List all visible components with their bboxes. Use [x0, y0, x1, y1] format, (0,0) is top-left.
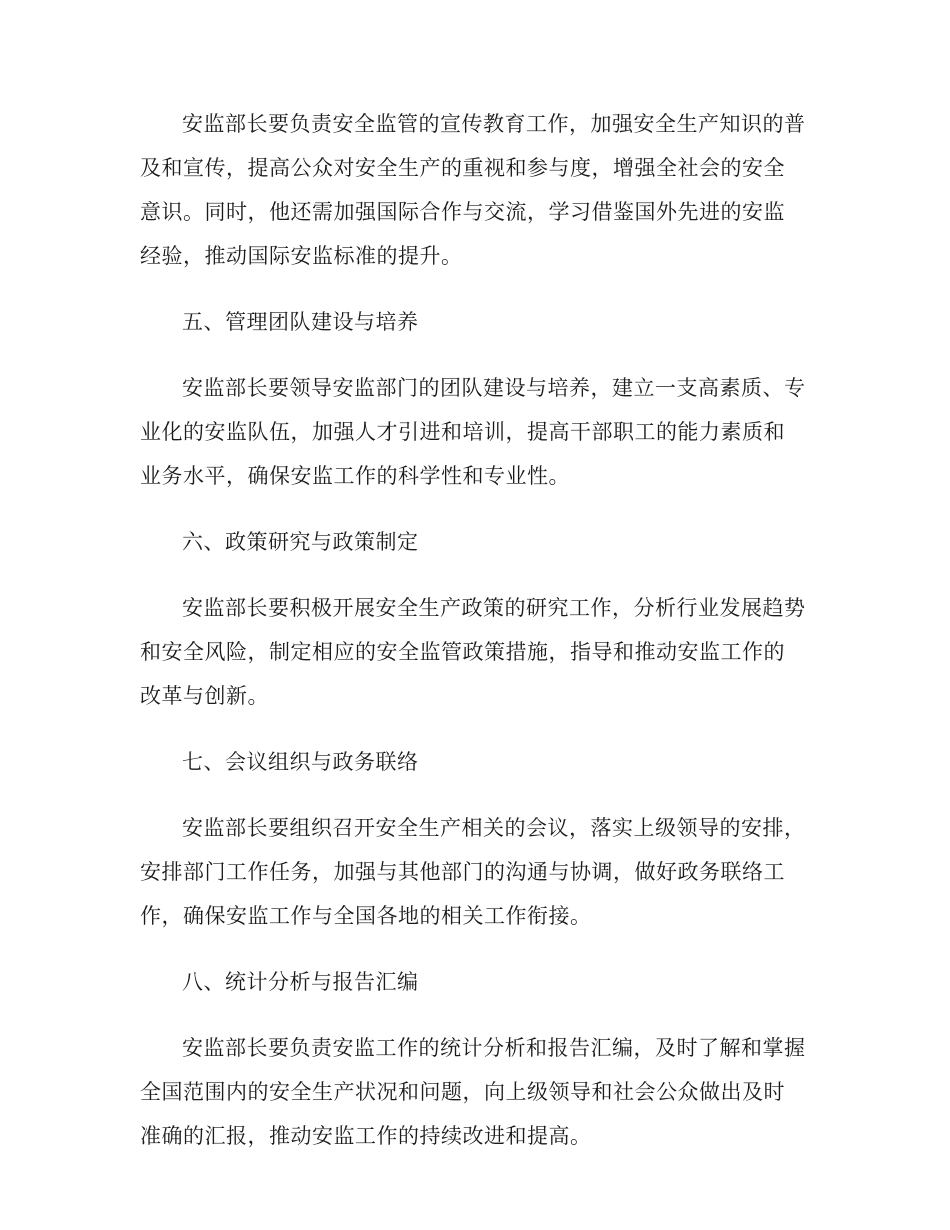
paragraph-line: 安监部长要领导安监部门的团队建设与培养，建立一支高素质、专: [182, 376, 806, 400]
paragraph-team-building: [140, 366, 810, 498]
paragraph-meetings-liaison: [140, 806, 810, 938]
section-heading-5: 五、管理团队建设与培养: [182, 310, 419, 334]
paragraph-publicity-education: [140, 102, 810, 278]
document-page: [140, 102, 810, 1180]
paragraph-line: 安排部门工作任务，加强与其他部门的沟通与协调，做好政务联络工: [140, 860, 785, 884]
paragraph-statistics-reports: [140, 1026, 810, 1158]
paragraph-line: 全国范围内的安全生产状况和问题，向上级领导和社会公众做出及时: [140, 1080, 785, 1104]
paragraph-line: 作，确保安监工作与全国各地的相关工作衔接。: [140, 904, 592, 928]
paragraph-line: 安监部长要负责安全监管的宣传教育工作，加强安全生产知识的普: [182, 112, 806, 136]
section-heading-8: 八、统计分析与报告汇编: [182, 970, 419, 994]
paragraph-line: 意识。同时，他还需加强国际合作与交流，学习借鉴国外先进的安监: [140, 200, 785, 224]
paragraph-line: 改革与创新。: [140, 684, 269, 708]
paragraph-line: 安监部长要积极开展安全生产政策的研究工作，分析行业发展趋势: [182, 596, 806, 620]
paragraph-line: 及和宣传，提高公众对安全生产的重视和参与度，增强全社会的安全: [140, 156, 785, 180]
paragraph-line: 安监部长要组织召开安全生产相关的会议，落实上级领导的安排，: [182, 816, 806, 840]
paragraph-line: 业务水平，确保安监工作的科学性和专业性。: [140, 464, 570, 488]
paragraph-line: 经验，推动国际安监标准的提升。: [140, 244, 463, 268]
paragraph-line: 安监部长要负责安监工作的统计分析和报告汇编，及时了解和掌握: [182, 1036, 806, 1060]
paragraph-line: 业化的安监队伍，加强人才引进和培训，提高干部职工的能力素质和: [140, 420, 785, 444]
section-heading-6: 六、政策研究与政策制定: [182, 530, 419, 554]
section-heading-7: 七、会议组织与政务联络: [182, 750, 419, 774]
paragraph-policy-research: [140, 586, 810, 718]
paragraph-line: 和安全风险，制定相应的安全监管政策措施，指导和推动安监工作的: [140, 640, 785, 664]
paragraph-line: 准确的汇报，推动安监工作的持续改进和提高。: [140, 1124, 592, 1148]
